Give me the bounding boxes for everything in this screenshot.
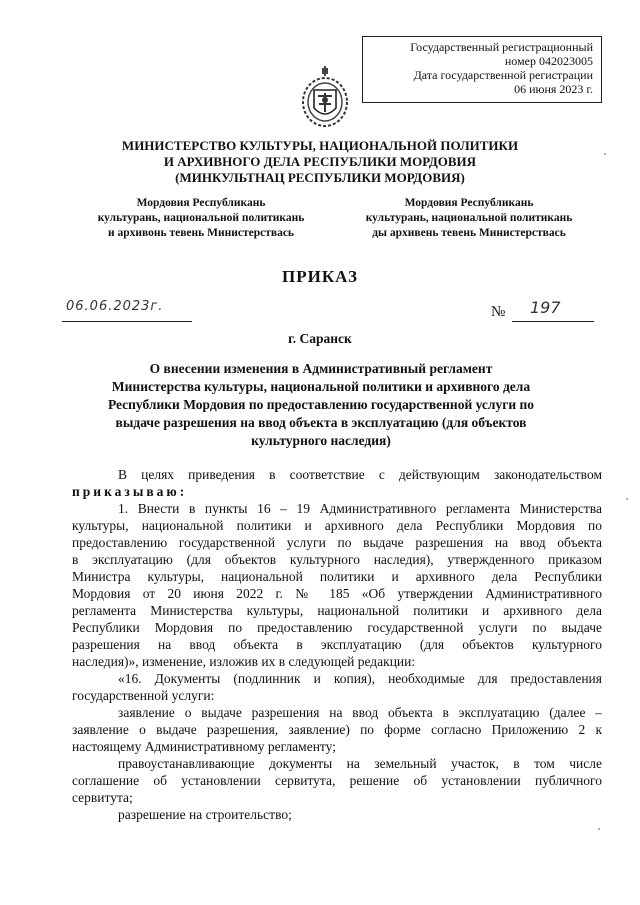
scan-speck [626, 498, 628, 500]
subject-line-3: Республики Мордовия по предоставлению государственной услуги по [107, 397, 535, 412]
clause-16-line: соглашение об установлении сервитута, решение об установлении публичного [72, 773, 602, 788]
item-1-line: Мордовия от 20 июня 2022 г. № 185 «Об утверждении Административного [72, 586, 602, 601]
ministry-line-2: И АРХИВНОГО ДЕЛА РЕСПУБЛИКИ МОРДОВИЯ [163, 154, 477, 169]
item-1-line: наследия)», изменение, изложив их в следующей редакции: [72, 654, 416, 669]
ministry-name-russian [90, 138, 550, 186]
clause-16-line: сервитута; [72, 790, 133, 805]
ministry-line-1: МИНИСТЕРСТВО КУЛЬТУРЫ, НАЦИОНАЛЬНОЙ ПОЛИТИКИ [121, 138, 519, 153]
moksha-line-2: культурань, национальной политикань [97, 212, 305, 224]
registration-date-label: Дата государственной регистрации [413, 68, 593, 82]
item-1-line: 1. Внести в пункты 16 – 19 Административного регламента Министерства [118, 501, 602, 516]
item-1-line: предоставлению государственной услуги по выдаче разрешения на ввод объекта [72, 535, 602, 550]
order-number-sign: № [491, 304, 506, 320]
order-date-handwritten: 06.06.2023г. [66, 299, 164, 314]
subject-line-1: О внесении изменения в Административный регламент [149, 361, 493, 376]
order-number-handwritten: 197 [530, 298, 561, 317]
registration-line-1: Государственный регистрационный [410, 40, 593, 54]
registration-stamp [362, 36, 602, 103]
clause-16-line: заявление о выдаче разрешения на ввод объекта в эксплуатацию (далее – [118, 705, 602, 720]
scan-speck [604, 153, 606, 155]
erzya-line-1: Мордовия Республикань [404, 197, 534, 209]
ministry-name-moksha [76, 196, 326, 241]
clause-16-line: правоустанавливающие документы на земельный участок, в том числе [118, 756, 602, 771]
item-1-line: в эксплуатацию (для объектов культурного наследия), утвержденного приказом [72, 552, 602, 567]
coat-of-arms-emblem [300, 66, 350, 130]
clause-16-line: разрешение на строительство; [118, 807, 292, 822]
registration-date: 06 июня 2023 г. [514, 82, 593, 96]
subject-line-4: выдаче разрешения на ввод объекта в эксплуатацию (для объектов [115, 415, 527, 430]
order-subject [96, 360, 546, 450]
order-number-field [512, 298, 594, 322]
subject-line-2: Министерства культуры, национальной политики и архивного дела [111, 379, 531, 394]
item-1-line: регламента Министерства культуры, национальной политики и архивного дела [72, 603, 602, 618]
order-body [72, 466, 602, 823]
item-1-line: Республики Мордовия по предоставлению государственной услуги по выдаче [72, 620, 602, 635]
order-title: ПРИКАЗ [282, 267, 358, 286]
ministry-line-3: (МИНКУЛЬТНАЦ РЕСПУБЛИКИ МОРДОВИЯ) [175, 170, 465, 185]
erzya-line-3: ды архивень тевень Министерствась [372, 227, 566, 239]
preamble-line: В целях приведения в соответствие с действующим законодательством [118, 467, 602, 482]
moksha-line-1: Мордовия Республикань [136, 197, 266, 209]
clause-16-line: государственной услуги: [72, 688, 215, 703]
item-1-line: разрешения на ввод объекта в эксплуатацию (для объектов культурного [72, 637, 602, 652]
ministry-name-erzya [344, 196, 594, 241]
clause-16-line: настоящему Административному регламенту; [72, 739, 336, 754]
item-1-line: культуры, национальной политики и архивного дела Республики Мордовия по [72, 518, 602, 533]
moksha-line-3: и архивонь тевень Министерствась [107, 227, 295, 239]
order-city: г. Саранск [288, 331, 352, 346]
clause-16-line: заявление о выдаче разрешения, заявление) по форме согласно Приложению 2 к [72, 722, 602, 737]
registration-number: номер 042023005 [504, 54, 593, 68]
order-date-field [62, 301, 192, 322]
erzya-line-2: культурань, национальной политикань [365, 212, 573, 224]
clause-16-line: «16. Документы (подлинник и копия), необходимые для предоставления [118, 671, 602, 686]
subject-line-5: культурного наследия) [251, 433, 391, 448]
item-1-line: Министра культуры, национальной политики и архивного дела Республики [72, 569, 602, 584]
scan-speck [598, 828, 600, 830]
order-keyword: приказываю: [72, 484, 188, 499]
